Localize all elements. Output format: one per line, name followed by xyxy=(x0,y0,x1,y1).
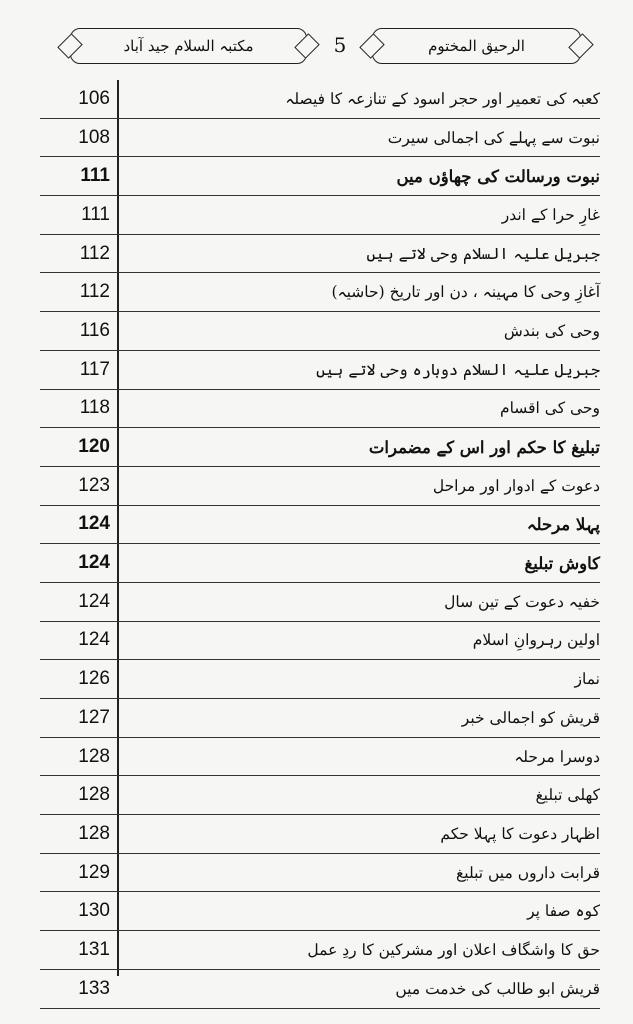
toc-page-number: 129 xyxy=(78,861,110,883)
toc-entry-title: جبریل علیہ السلام دوبارہ وحی لاتے ہیں xyxy=(316,360,600,379)
toc-entry xyxy=(40,622,600,661)
toc-page-number: 124 xyxy=(78,513,110,535)
toc-entry xyxy=(40,854,600,893)
toc-entry-title: وحی کی بندش xyxy=(503,321,600,340)
toc-entry xyxy=(40,815,600,854)
toc-entry xyxy=(40,312,600,351)
toc-page-number: 116 xyxy=(79,319,110,341)
toc-page-number: 124 xyxy=(78,590,110,612)
toc-entry xyxy=(40,273,600,312)
toc-entry xyxy=(40,892,600,931)
toc-entry-title: جبریل علیہ السلام وحی لاتے ہیں xyxy=(366,244,600,263)
toc-entry-title: قرابت داروں میں تبلیغ xyxy=(456,863,600,882)
table-of-contents xyxy=(40,80,600,1009)
toc-page-number: 117 xyxy=(79,358,110,380)
toc-page-number: 118 xyxy=(79,397,110,419)
toc-entry xyxy=(40,738,600,777)
toc-entry xyxy=(40,970,600,1009)
toc-entry xyxy=(40,467,600,506)
toc-page-number: 112 xyxy=(79,281,110,303)
toc-entry-title: حق کا واشگاف اعلان اور مشرکین کا ردِ عمل xyxy=(307,940,600,959)
toc-entry-title: کعبہ کی تعمیر اور حجر اسود کے تنازعہ کا فیصلہ xyxy=(285,89,600,108)
toc-entry xyxy=(40,196,600,235)
toc-entry xyxy=(40,428,600,467)
toc-entry-title: نبوت سے پہلے کی اجمالی سیرت xyxy=(387,128,600,147)
toc-page-number: 106 xyxy=(78,87,110,109)
toc-entry xyxy=(40,80,600,119)
toc-entry xyxy=(40,235,600,274)
toc-page-number: 127 xyxy=(78,706,110,728)
publisher-name: مکتبہ السلام جید آباد xyxy=(123,37,254,55)
toc-entry xyxy=(40,119,600,158)
toc-entry-title: کاوش تبلیغ xyxy=(524,553,600,573)
toc-entry-title: نماز xyxy=(574,670,600,689)
toc-page-number: 108 xyxy=(78,126,110,148)
toc-entry-title: خفیہ دعوت کے تین سال xyxy=(444,592,600,611)
toc-page-number: 111 xyxy=(80,165,110,187)
toc-entry-title: آغازِ وحی کا مہینہ ، دن اور تاریخ (حاشیہ) xyxy=(331,283,600,302)
toc-entry-title: پہلا مرحلہ xyxy=(526,514,600,534)
page-number: 5 xyxy=(333,33,347,57)
toc-entry-title: قریش کو اجمالی خبر xyxy=(461,708,600,727)
publisher-cartouche xyxy=(70,28,307,64)
toc-entry-title: دعوت کے ادوار اور مراحل xyxy=(432,476,600,495)
toc-page-number: 120 xyxy=(78,436,110,458)
toc-page-number: 124 xyxy=(78,629,110,651)
toc-page-number: 128 xyxy=(78,784,110,806)
toc-entry xyxy=(40,931,600,970)
toc-entry-title: اولین رہروانِ اسلام xyxy=(472,631,600,650)
toc-entry-title: کھلی تبلیغ xyxy=(535,786,600,805)
toc-entry-title: وحی کی اقسام xyxy=(499,399,600,418)
toc-page-number: 123 xyxy=(78,474,110,496)
toc-entry-title: قریش ابو طالب کی خدمت میں xyxy=(395,979,600,998)
toc-page-number: 128 xyxy=(78,745,110,767)
toc-page-number: 111 xyxy=(81,203,110,225)
toc-page-number: 112 xyxy=(79,242,110,264)
toc-entry-title: غارِ حرا کے اندر xyxy=(501,205,600,224)
toc-page-number: 128 xyxy=(78,822,110,844)
toc-entry xyxy=(40,351,600,390)
toc-entry xyxy=(40,544,600,583)
toc-entry xyxy=(40,699,600,738)
toc-entry-title: اظہار دعوت کا پہلا حکم xyxy=(440,824,600,843)
toc-page-number: 126 xyxy=(78,668,110,690)
toc-entry-title: تبلیغ کا حکم اور اس کے مضمرات xyxy=(368,437,600,457)
book-title: الرحیق المختوم xyxy=(428,37,525,55)
toc-entry-title: نبوت ورسالت کی چھاؤں میں xyxy=(396,166,600,186)
toc-entry xyxy=(40,390,600,429)
page-header xyxy=(50,22,595,68)
toc-page-number: 131 xyxy=(78,938,110,960)
toc-entry xyxy=(40,506,600,545)
toc-page-number: 124 xyxy=(78,552,110,574)
toc-entry xyxy=(40,660,600,699)
toc-page-number: 130 xyxy=(78,900,110,922)
toc-page-number: 133 xyxy=(78,977,110,999)
toc-entry-title: کوہ صفا پر xyxy=(527,902,600,921)
toc-entry-title: دوسرا مرحلہ xyxy=(514,747,600,766)
toc-entry xyxy=(40,157,600,196)
toc-entry xyxy=(40,776,600,815)
book-title-cartouche xyxy=(372,28,581,64)
toc-entry xyxy=(40,583,600,622)
